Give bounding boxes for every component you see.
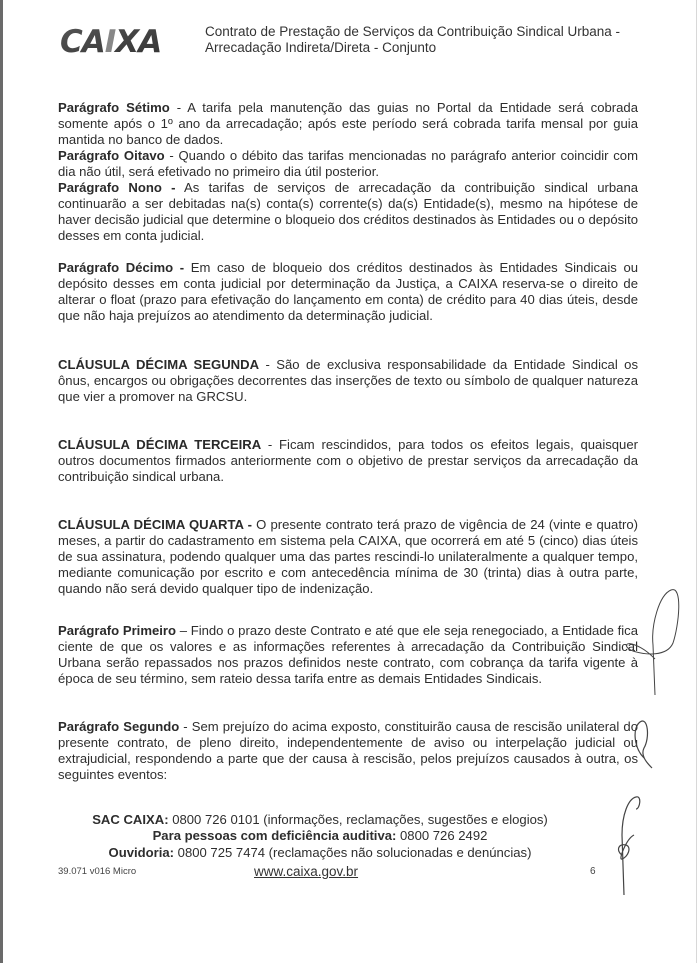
paragraph-text: Em caso de bloqueio dos créditos destinados às Entidades Sindicais ou depósito desses em conta judicial por determinação da Justiça, a CAIXA reserva-se o direito de alterar o float (prazo para efetivação do lançamento em conta) de crédito para 40 dias úteis, desde que não haja prejuízos ao atendimento da determinação judicial. [58, 260, 639, 323]
sac-label: SAC CAIXA: [92, 812, 169, 827]
ombuds-text: 0800 725 7474 (reclamações não solucionadas e denúncias) [174, 845, 532, 860]
clause-heading: CLÁUSULA DÉCIMA QUARTA - [58, 517, 253, 532]
clause-text: O presente contrato terá prazo de vigência de 24 (vinte e quatro) meses, a partir do cadastramento em sistema pela CAIXA, que ocorrerá em até 5 (cinco) dias úteis de sua assinatura, podendo qualquer uma das partes rescindi-lo unilateralmente a qualquer tempo, mediante comunicação por escrito e com antecedência mínima de 30 (trinta) dias à outra parte, quando não será devido qualquer tipo de indenização. [58, 517, 638, 596]
website-link[interactable]: www.caixa.gov.br [254, 864, 359, 879]
ombuds-label: Ouvidoria: [108, 845, 175, 860]
signature-initial-2 [630, 718, 660, 770]
clause-text: - São de exclusiva responsabilidade da Entidade Sindical os ônus, encargos ou obrigações decorrentes das inserções de texto ou símbolo de qualquer natureza que vier a promover na GRCSU. [58, 357, 638, 404]
paragraph-nono [58, 180, 638, 244]
deaf-label: Para pessoas com deficiência auditiva: [152, 828, 397, 843]
clause-text: - Ficam rescindidos, para todos os efeitos legais, quaisquer outros documentos firmados anteriormente com o objetivo de prestar serviços da arrecadação da contribuição sindical urbana. [58, 437, 638, 484]
footer-ombudsman [0, 845, 640, 861]
scan-edge-right [696, 0, 697, 963]
paragraph-heading: Parágrafo Segundo [58, 719, 180, 734]
document-header-title: Contrato de Prestação de Serviços da Contribuição Sindical Urbana - Arrecadação Indireta/Direta - Conjunto [205, 24, 620, 55]
paragraph-primeiro [58, 623, 638, 687]
paragraph-text: - Sem prejuízo do acima exposto, constituirão causa de rescisão unilateral do presente contrato, de pleno direito, independentemente de aviso ou interpelação judicial ou extrajudicial, respondendo a parte que der causa à rescisão, pelos prejuízos causados à outra, os seguintes eventos: [58, 719, 638, 782]
paragraph-setimo [58, 100, 638, 148]
paragraph-text: As tarifas de serviços de arrecadação da contribuição sindical urbana continuarão a ser debitadas na(s) conta(s) corrente(s) da(s) Entidade(s), mesmo na hipótese de haver decisão judicial que determine o bloqueio dos créditos destinados às Entidades ou o depósito desses em conta judicial. [58, 180, 639, 243]
page-number: 6 [590, 866, 596, 877]
document-code: 39.071 v016 Micro [58, 866, 137, 877]
clause-decima-terceira [58, 437, 638, 485]
paragraph-heading: Parágrafo Sétimo [58, 100, 170, 115]
clause-heading: CLÁUSULA DÉCIMA TERCEIRA [58, 437, 262, 452]
sac-text: 0800 726 0101 (informações, reclamações, sugestões e elogios) [168, 812, 548, 827]
svg-text:CAIXA: CAIXA [60, 26, 162, 56]
paragraph-heading: Parágrafo Nono - [58, 180, 176, 195]
signature-initial-3 [612, 795, 648, 895]
paragraph-heading: Parágrafo Décimo - [58, 260, 185, 275]
footer-deaf-line [0, 828, 640, 844]
paragraph-heading: Parágrafo Oitavo [58, 148, 165, 163]
paragraph-text: - Quando o débito das tarifas mencionadas no parágrafo anterior coincidir com dia não útil, será efetivado no primeiro dia útil posterior. [58, 148, 638, 179]
signature-initial-1 [615, 585, 685, 695]
paragraph-text: - A tarifa pela manutenção das guias no Portal da Entidade será cobrada somente após o 1º ano da arrecadação; após este período será cobrada tarifa mensal por guia mantida no banco de dados. [58, 100, 638, 147]
clause-decima-segunda [58, 357, 638, 405]
footer-sac [0, 812, 640, 828]
clause-decima-quarta [58, 517, 638, 597]
deaf-text: 0800 726 2492 [396, 828, 488, 843]
paragraph-oitavo [58, 148, 638, 180]
paragraph-decimo [58, 260, 638, 324]
clause-heading: CLÁUSULA DÉCIMA SEGUNDA [58, 357, 260, 372]
caixa-logo [60, 26, 178, 56]
paragraph-heading: Parágrafo Primeiro [58, 623, 176, 638]
paragraph-segundo [58, 719, 638, 783]
paragraph-text: – Findo o prazo deste Contrato e até que ele seja renegociado, a Entidade fica ciente de que os valores e as informações referentes à arrecadação da Contribuição Sindical Urbana serão repassados nos prazos definidos neste contrato, com cobrança da tarifa vigente à época de seu término, sem rateio dessa tarifa entre as demais Entidades Sindicais. [58, 623, 639, 686]
